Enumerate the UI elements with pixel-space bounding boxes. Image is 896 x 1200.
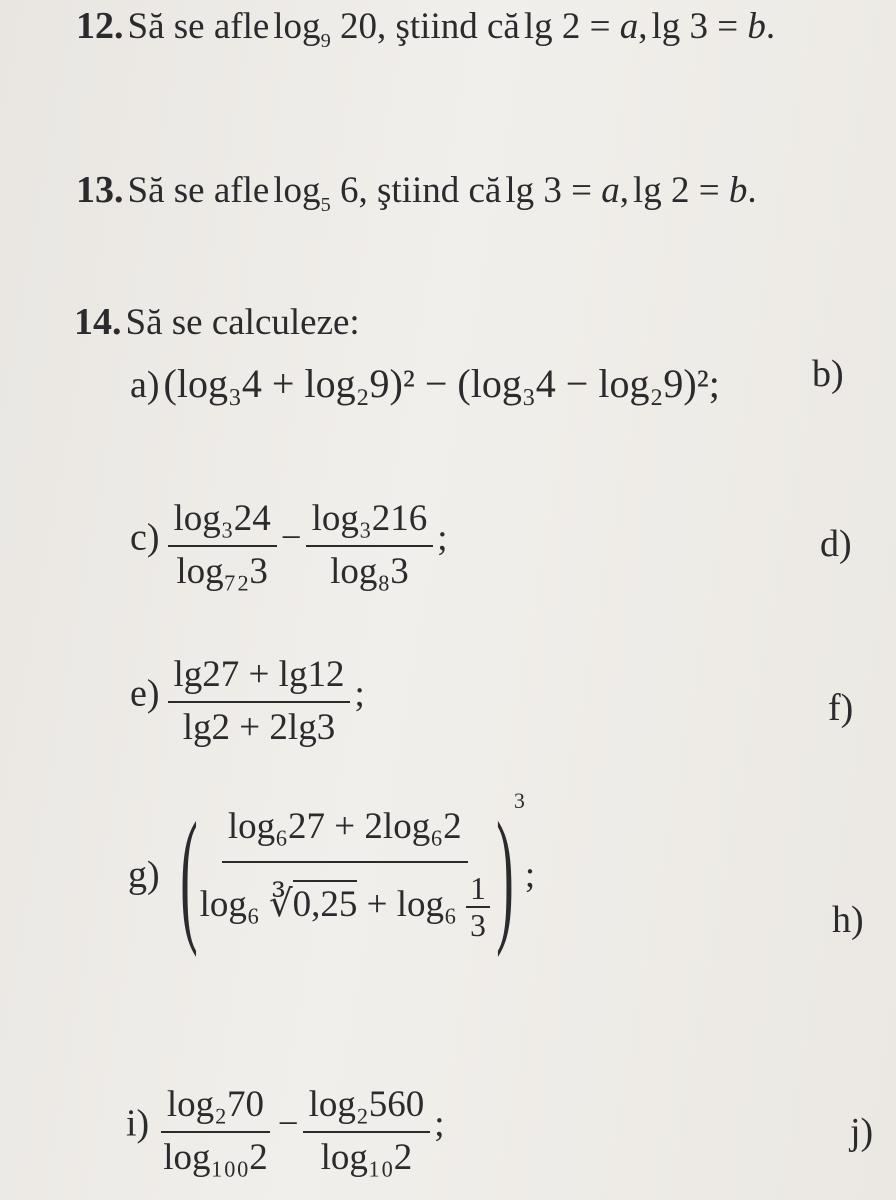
item-i: [126, 1086, 445, 1178]
fraction: [194, 808, 496, 942]
power: 3: [513, 788, 525, 814]
numerator: lg27 + lg12: [168, 656, 351, 703]
minus-sign: −: [280, 517, 302, 559]
end-dot: .: [765, 6, 776, 47]
problem-14-heading: [74, 300, 360, 344]
item-label: e): [130, 672, 160, 715]
separator: ,: [638, 6, 648, 47]
fraction-2: [303, 1086, 431, 1178]
condition-1: lg 2 = a: [523, 6, 639, 47]
end-dot: .: [747, 170, 757, 211]
numerator: log₆27 + 2log₆2: [222, 808, 468, 863]
problem-text: Să se afle: [127, 6, 270, 47]
condition-1: lg 3 = a: [505, 170, 620, 211]
denominator: log₁₀₀2: [163, 1136, 268, 1178]
numerator: log₃24: [168, 500, 277, 547]
semicolon: ;: [354, 673, 365, 715]
denominator: log₆ ∛0,25 + log₆ $\frac{1}{3}$: [194, 863, 496, 942]
problem-13: [76, 168, 757, 217]
semicolon: ;: [524, 854, 536, 896]
small-fraction: $\frac{1}{3}$: [466, 873, 490, 942]
semicolon: ;: [434, 1103, 445, 1145]
item-a: [130, 360, 720, 407]
condition-text: , ştiind că: [358, 170, 502, 211]
problem-number: 12.: [76, 5, 124, 47]
semicolon: ;: [437, 517, 448, 559]
math-expr: $\log_9 20$: [273, 6, 377, 53]
condition-2: lg 3 = b: [651, 6, 766, 47]
item-c: [130, 500, 448, 592]
item-e: [130, 656, 365, 748]
item-label: c): [130, 516, 160, 559]
item-label-f: f): [828, 687, 854, 729]
math-expr: $\log_5 6$: [273, 170, 359, 217]
fraction-2: [306, 500, 434, 592]
condition-text: , ştiind că: [376, 6, 520, 47]
problem-12: [76, 4, 776, 53]
denominator: log₈3: [330, 550, 409, 592]
separator: ,: [619, 170, 629, 211]
item-label-j: j): [850, 1111, 874, 1153]
denominator: lg2 + 2lg3: [182, 706, 336, 748]
math-expr: (log₃4 + log₂9)² − (log₃4 − log₂9)²;: [163, 361, 720, 406]
fraction: [168, 656, 351, 748]
problem-number: 14.: [74, 301, 122, 343]
item-label-b: b): [812, 353, 844, 395]
problem-text: Să se calculeze:: [125, 302, 360, 343]
problem-text: Să se afle: [127, 170, 270, 211]
item-label: a): [130, 364, 160, 406]
denominator: log₁₀2: [320, 1136, 413, 1178]
right-paren: ): [496, 792, 514, 958]
item-g: [128, 788, 536, 958]
numerator: log₂560: [303, 1086, 431, 1133]
item-label-h: h): [832, 899, 864, 941]
numerator: log₂70: [161, 1086, 270, 1133]
radicand: 0,25: [293, 880, 358, 925]
condition-2: lg 2 = b: [632, 170, 748, 211]
item-label: i): [126, 1102, 150, 1145]
minus-sign: −: [277, 1103, 299, 1145]
denominator: log₇₂3: [176, 550, 268, 592]
fraction-1: [157, 1086, 273, 1178]
problem-number: 13.: [76, 169, 124, 211]
left-paren: (: [179, 792, 198, 958]
item-label: g): [128, 854, 160, 896]
item-label-d: d): [820, 523, 852, 565]
numerator: log₃216: [306, 500, 434, 547]
fraction-1: [168, 500, 277, 592]
